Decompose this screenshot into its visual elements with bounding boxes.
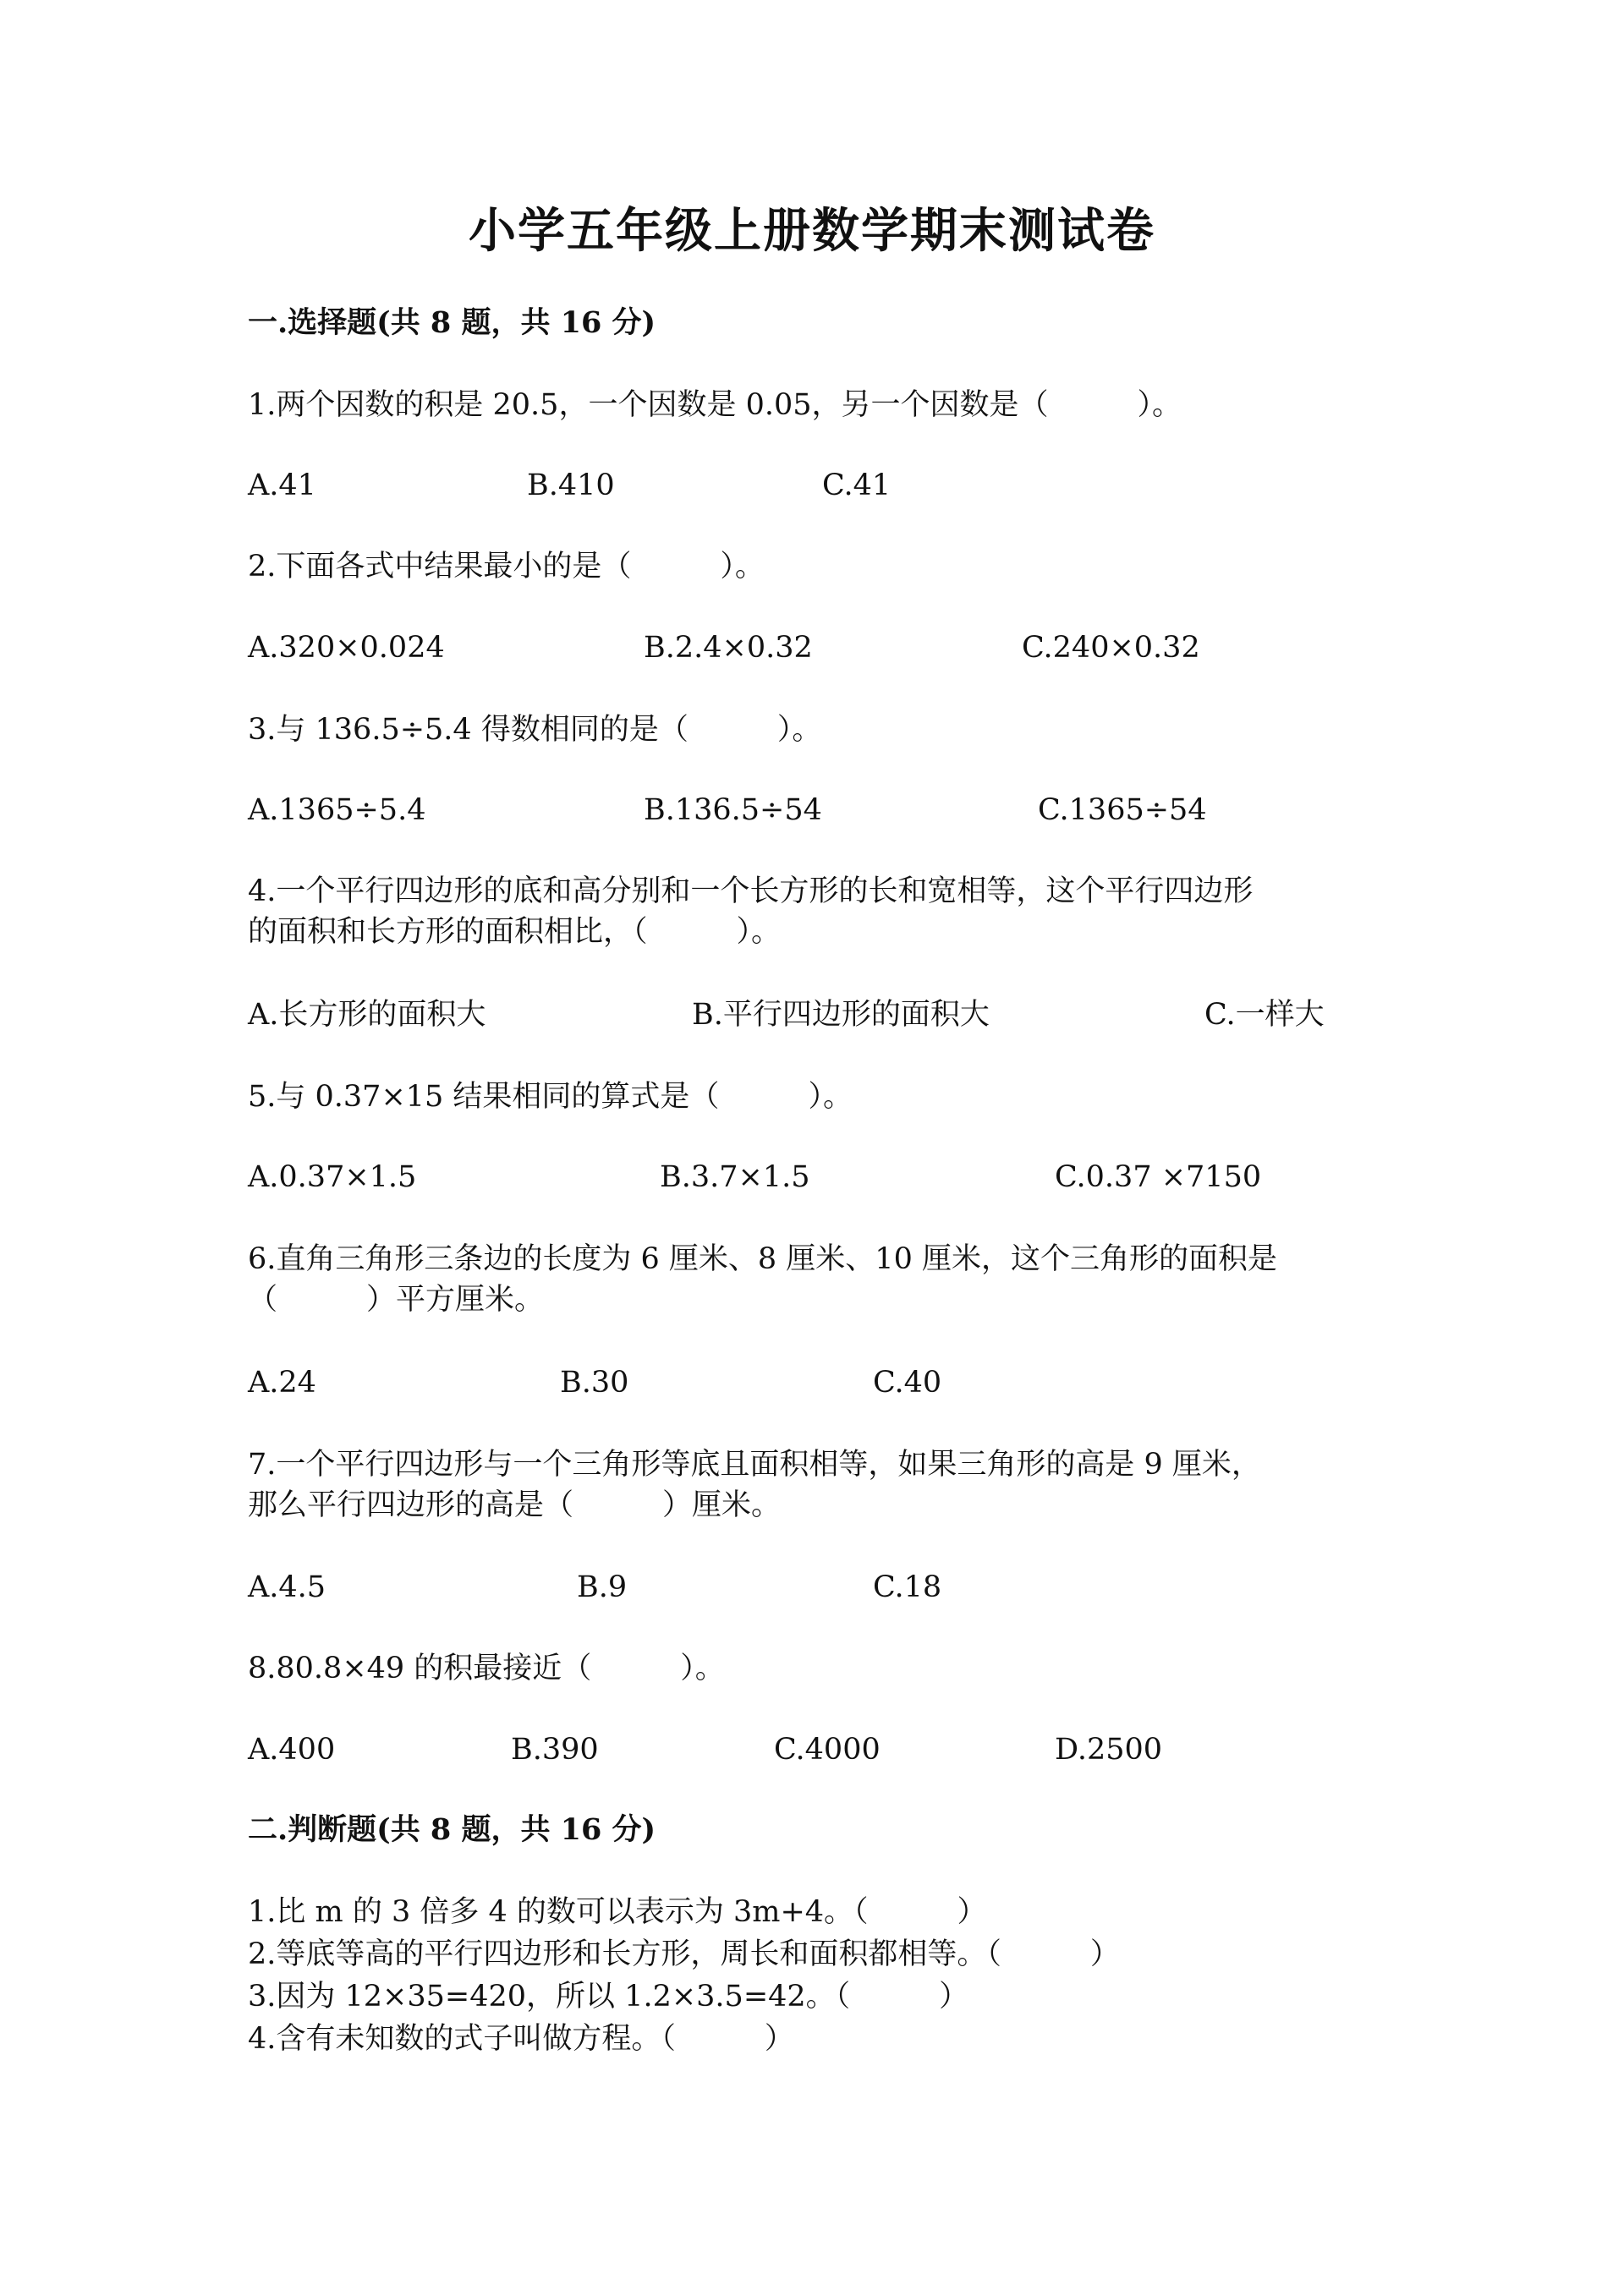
- question-5-stem: 5.与 0.37×15 结果相同的算式是（ ）。: [248, 1080, 853, 1114]
- question-8-stem: 8.80.8×49 的积最接近（ ）。: [248, 1652, 725, 1685]
- question-5-option-b[interactable]: B.3.7×1.5: [660, 1160, 810, 1194]
- question-7-option-b[interactable]: B.9: [577, 1570, 628, 1604]
- question-3-option-a[interactable]: A.1365÷5.4: [248, 793, 426, 827]
- question-6-stem-line-2: （ ）平方厘米。: [248, 1283, 545, 1317]
- question-2-option-c[interactable]: C.240×0.32: [1022, 631, 1200, 665]
- question-6-stem-line-1: 6.直角三角形三条边的长度为 6 厘米、8 厘米、10 厘米，这个三角形的面积是: [248, 1242, 1277, 1276]
- question-1-option-c[interactable]: C.41: [822, 469, 892, 502]
- question-8: [248, 1648, 1381, 1689]
- question-3-option-b[interactable]: B.136.5÷54: [644, 793, 822, 827]
- page-title: 小学五年级上册数学期末测试卷: [469, 203, 1155, 259]
- judge-item-4: 4.含有未知数的式子叫做方程。（ ）: [248, 2022, 794, 2056]
- section-heading-choice: 一.选择题(共 8 题，共 16 分): [248, 305, 656, 340]
- question-3-option-c[interactable]: C.1365÷54: [1038, 793, 1207, 827]
- question-6-option-c[interactable]: C.40: [873, 1366, 942, 1400]
- question-1-option-a[interactable]: A.41: [248, 469, 316, 502]
- question-4-option-a[interactable]: A.长方形的面积大: [248, 998, 486, 1032]
- question-6-option-b[interactable]: B.30: [560, 1366, 629, 1400]
- question-4-stem-line-2: 的面积和长方形的面积相比，（ ）。: [248, 915, 782, 949]
- question-8-option-c[interactable]: C.4000: [774, 1733, 881, 1767]
- question-8-option-b[interactable]: B.390: [511, 1733, 599, 1767]
- question-3: [248, 710, 1381, 750]
- question-2-option-b[interactable]: B.2.4×0.32: [644, 631, 813, 665]
- question-5-option-c[interactable]: C.0.37 ×7150: [1055, 1160, 1262, 1194]
- question-2: [248, 546, 1381, 587]
- question-2-option-a[interactable]: A.320×0.024: [248, 631, 445, 665]
- question-7-stem-line-2: 那么平行四边形的高是（ ）厘米。: [248, 1488, 782, 1522]
- question-7-stem-line-1: 7.一个平行四边形与一个三角形等底且面积相等，如果三角形的高是 9 厘米，: [248, 1448, 1261, 1482]
- question-6-option-a[interactable]: A.24: [248, 1366, 316, 1400]
- judge-item-2: 2.等底等高的平行四边形和长方形，周长和面积都相等。（ ）: [248, 1937, 1120, 1971]
- question-2-stem: 2.下面各式中结果最小的是（ ）。: [248, 550, 765, 584]
- judge-item-3: 3.因为 12×35=420，所以 1.2×3.5=42。（ ）: [248, 1980, 969, 2014]
- question-3-stem: 3.与 136.5÷5.4 得数相同的是（ ）。: [248, 713, 822, 747]
- question-4-stem-line-1: 4.一个平行四边形的底和高分别和一个长方形的长和宽相等，这个平行四边形: [248, 874, 1254, 908]
- question-8-option-a[interactable]: A.400: [248, 1733, 336, 1767]
- question-5: [248, 1077, 1381, 1117]
- section-heading-judge: 二.判断题(共 8 题，共 16 分): [248, 1812, 656, 1847]
- question-4-option-b[interactable]: B.平行四边形的面积大: [692, 998, 990, 1032]
- question-6: [248, 1239, 1381, 1320]
- question-5-option-a[interactable]: A.0.37×1.5: [248, 1160, 417, 1194]
- question-1: [248, 385, 1381, 425]
- question-7-option-a[interactable]: A.4.5: [248, 1570, 326, 1604]
- question-1-stem: 1.两个因数的积是 20.5，一个因数是 0.05，另一个因数是（ ）。: [248, 388, 1182, 422]
- question-7-option-c[interactable]: C.18: [873, 1570, 942, 1604]
- question-8-option-d[interactable]: D.2500: [1055, 1733, 1163, 1767]
- question-7: [248, 1444, 1381, 1526]
- judge-item-1: 1.比 m 的 3 倍多 4 的数可以表示为 3m+4。（ ）: [248, 1895, 987, 1929]
- question-1-option-b[interactable]: B.410: [527, 469, 615, 502]
- question-4: [248, 871, 1381, 952]
- question-4-option-c[interactable]: C.一样大: [1204, 998, 1325, 1032]
